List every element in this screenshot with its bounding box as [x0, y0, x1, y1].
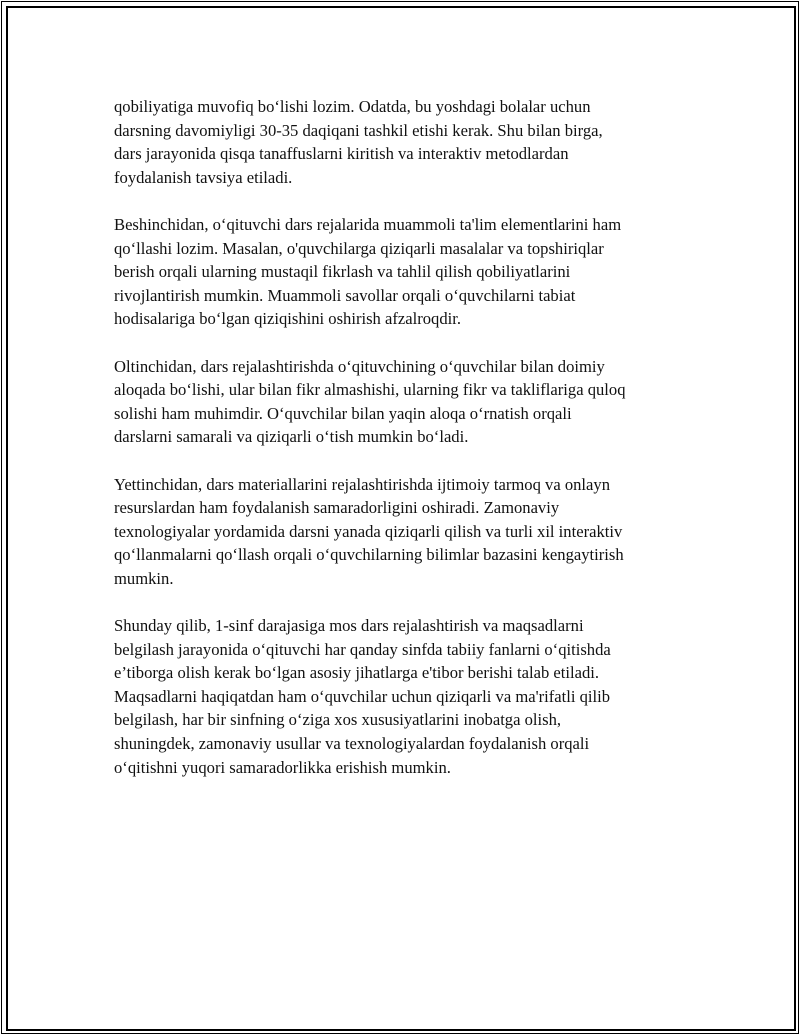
- text-line: darslarni samarali va qiziqarli o‘tish mumkin bo‘ladi.: [114, 427, 469, 447]
- text-line: Oltinchidan, dars rejalashtirishda o‘qituvchining o‘quvchilar bilan doimiy: [114, 356, 605, 376]
- text-line: darsning davomiyligi 30-35 daqiqani tashkil etishi kerak. Shu bilan birga,: [114, 120, 603, 140]
- text-line: belgilash, har bir sinfning o‘ziga xos xususiyatlarini inobatga olish,: [114, 710, 562, 730]
- text-line: mumkin.: [114, 568, 174, 588]
- text-line: Maqsadlarni haqiqatdan ham o‘quvchilar uchun qiziqarli va ma'rifatli qilib: [114, 686, 611, 706]
- paragraph-2: [114, 213, 694, 331]
- text-line: o‘qitishni yuqori samaradorlikka erishish mumkin.: [114, 757, 451, 777]
- text-line: hodisalariga bo‘lgan qiziqishini oshirish afzalroqdir.: [114, 309, 462, 329]
- text-line: foydalanish tavsiya etiladi.: [114, 167, 293, 187]
- text-line: texnologiyalar yordamida darsni yanada qiziqarli qilish va turli xil interaktiv: [114, 521, 623, 541]
- text-line: qo‘llanmalarni qo‘llash orqali o‘quvchilarning bilimlar bazasini kengaytirish: [114, 545, 624, 565]
- text-line: belgilash jarayonida o‘qituvchi har qanday sinfda tabiiy fanlarni o‘qitishda: [114, 639, 611, 659]
- document-body: [114, 95, 694, 803]
- text-line: qobiliyatiga muvofiq bo‘lishi lozim. Odatda, bu yoshdagi bolalar uchun: [114, 97, 591, 116]
- paragraph-5: [114, 614, 694, 779]
- text-line: qo‘llashi lozim. Masalan, o'quvchilarga qiziqarli masalalar va topshiriqlar: [114, 238, 604, 258]
- text-line: shuningdek, zamonaviy usullar va texnologiyalardan foydalanish orqali: [114, 734, 590, 754]
- text-line: aloqada bo‘lishi, ular bilan fikr almashishi, ularning fikr va takliflariga quloq: [114, 380, 626, 400]
- text-line: solishi ham muhimdir. O‘quvchilar bilan yaqin aloqa o‘rnatish orqali: [114, 403, 572, 423]
- text-line: e’tiborga olish kerak bo‘lgan asosiy jihatlarga e'tibor berishi talab etiladi.: [114, 663, 600, 683]
- text-line: Beshinchidan, o‘qituvchi dars rejalarida muammoli ta'lim elementlarini ham: [114, 214, 622, 234]
- text-line: Yettinchidan, dars materiallarini rejalashtirishda ijtimoiy tarmoq va onlayn: [114, 474, 611, 494]
- text-line: dars jarayonida qisqa tanaffuslarni kiritish va interaktiv metodlardan: [114, 144, 569, 164]
- text-line: berish orqali ularning mustaqil fikrlash va tahlil qilish qobiliyatlarini: [114, 262, 571, 282]
- paragraph-3: [114, 355, 694, 449]
- document-page: [1, 1, 799, 1034]
- text-line: resurslardan ham foydalanish samaradorligini oshiradi. Zamonaviy: [114, 498, 560, 518]
- text-line: Shunday qilib, 1-sinf darajasiga mos dars rejalashtirish va maqsadlarni: [114, 616, 584, 636]
- paragraph-4: [114, 473, 694, 591]
- text-line: rivojlantirish mumkin. Muammoli savollar orqali o‘quvchilarni tabiat: [114, 285, 576, 305]
- paragraph-1: [114, 95, 694, 189]
